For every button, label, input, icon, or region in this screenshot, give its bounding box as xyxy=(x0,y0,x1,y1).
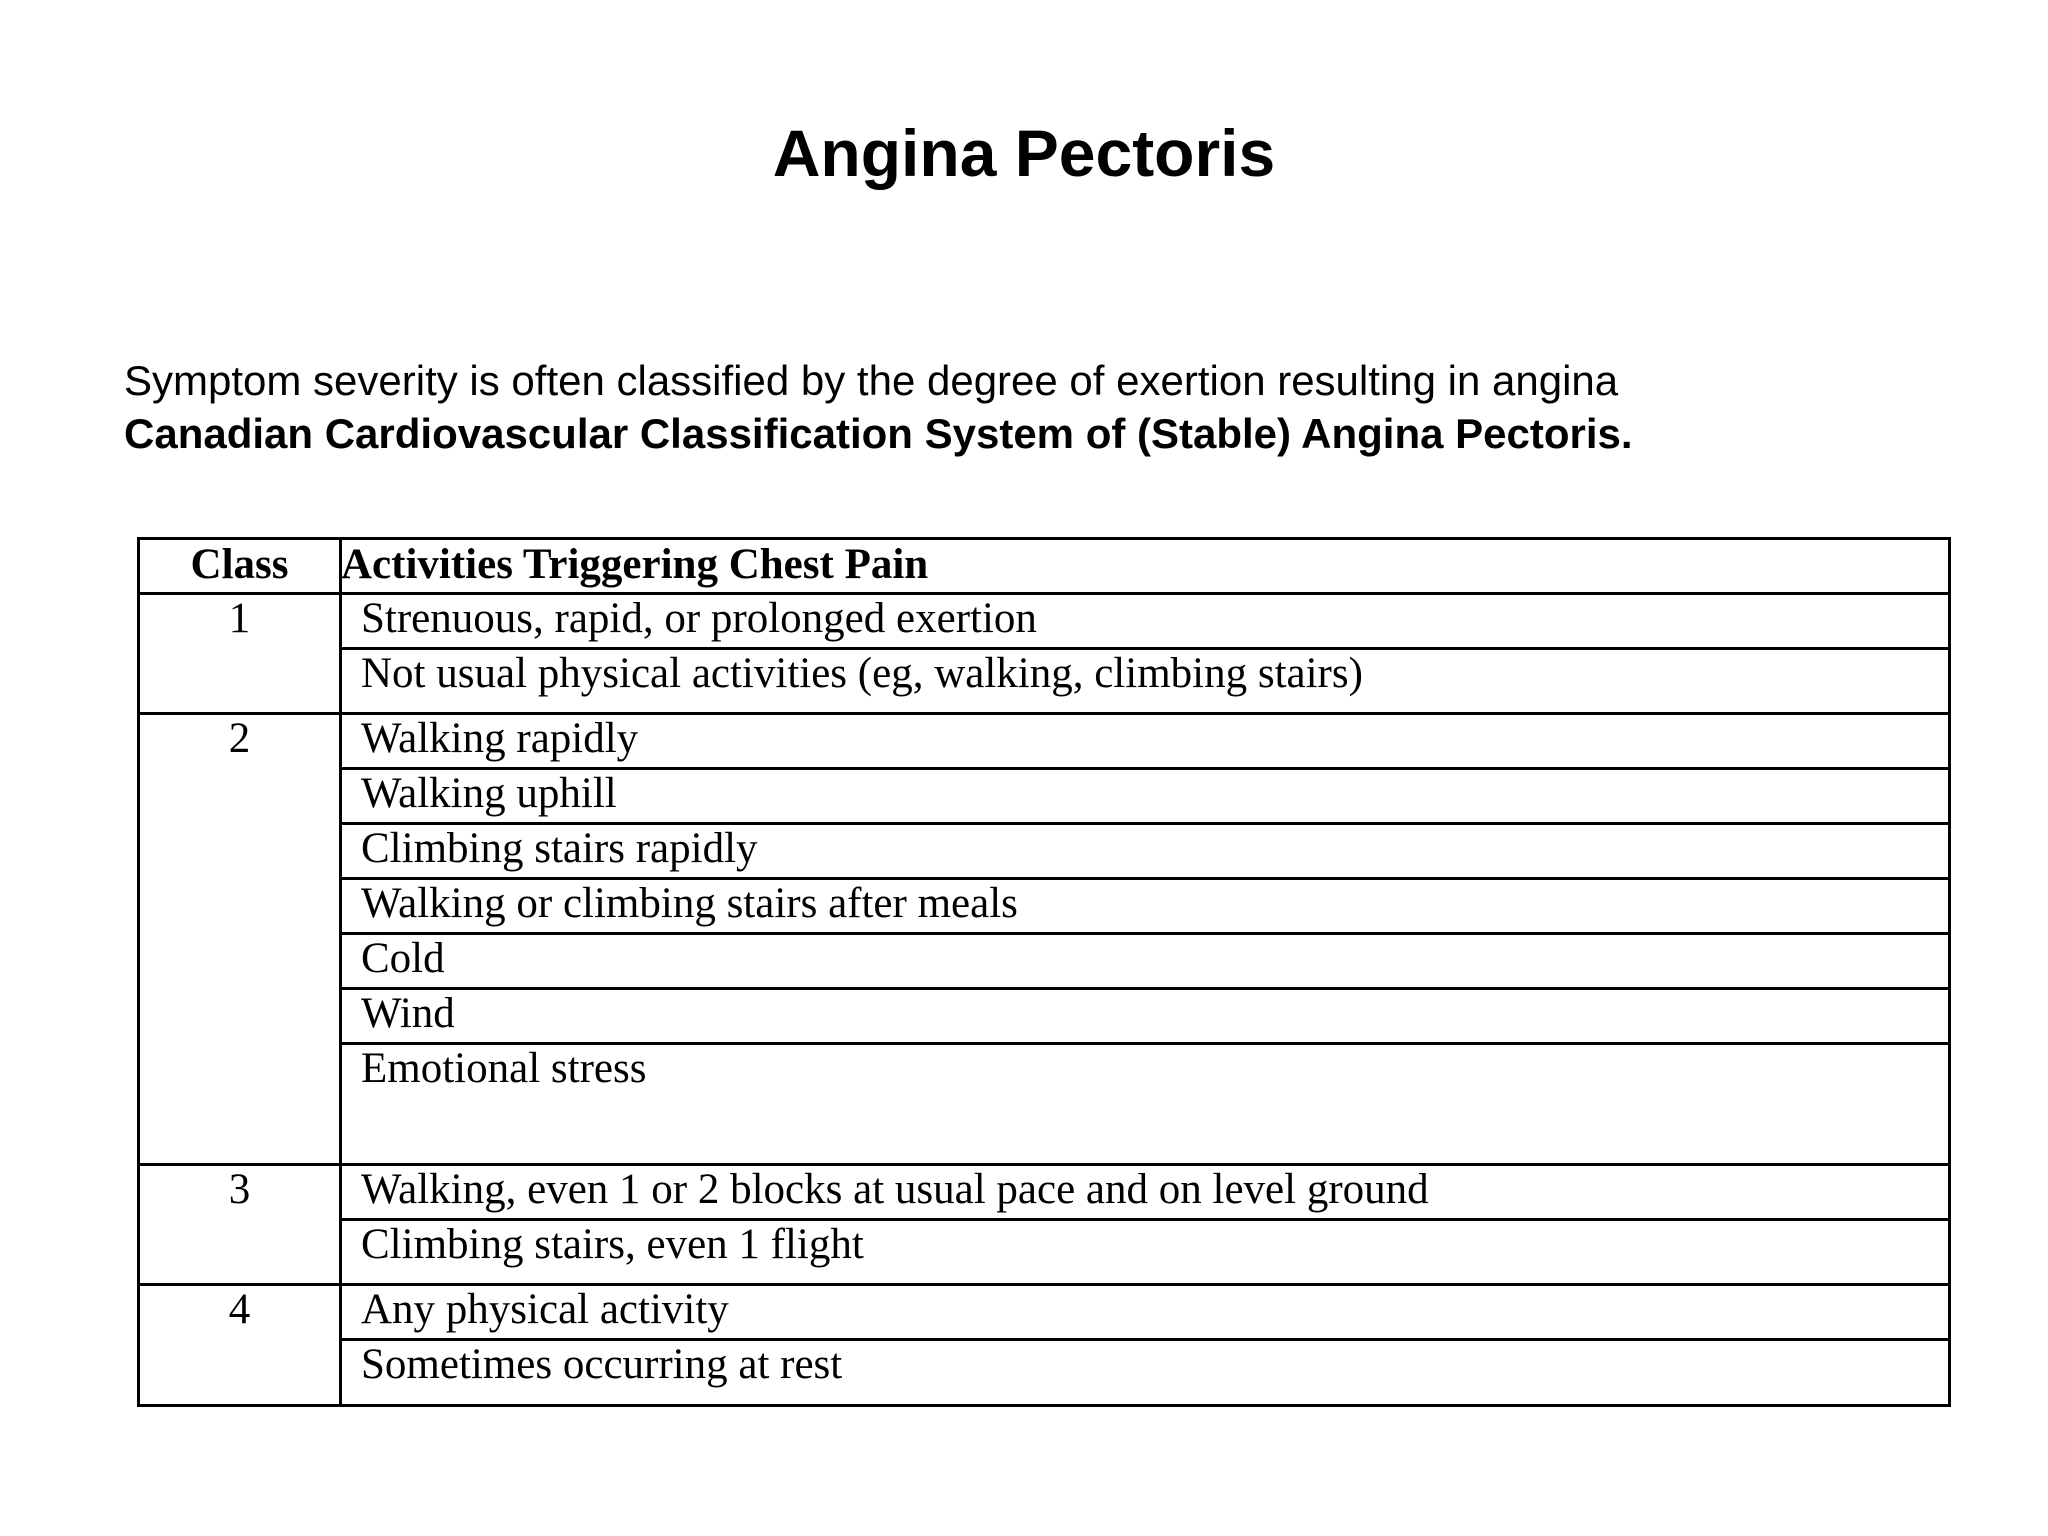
class-number: 1 xyxy=(228,595,251,642)
class-number: 2 xyxy=(228,715,251,762)
activity-cell: Strenuous, rapid, or prolonged exertion xyxy=(361,595,1037,642)
activity-cell: Any physical activity xyxy=(361,1286,729,1333)
class-number: 3 xyxy=(228,1166,251,1213)
header-class: Class xyxy=(190,541,289,588)
page-title: Angina Pectoris xyxy=(772,116,1276,190)
activity-cell: Wind xyxy=(361,990,455,1037)
class-number: 4 xyxy=(228,1286,251,1333)
activity-cell: Walking, even 1 or 2 blocks at usual pace and on level ground xyxy=(361,1166,1429,1213)
intro-line-1: Symptom severity is often classified by the degree of exertion resulting in angina xyxy=(124,357,1619,404)
activity-cell: Climbing stairs rapidly xyxy=(361,825,758,872)
classification-table xyxy=(137,537,1951,1407)
activity-cell: Not usual physical activities (eg, walking, climbing stairs) xyxy=(361,650,1363,697)
header-activities: Activities Triggering Chest Pain xyxy=(341,541,929,588)
activity-cell: Sometimes occurring at rest xyxy=(361,1341,843,1388)
intro-line-2: Canadian Cardiovascular Classification System of (Stable) Angina Pectoris. xyxy=(124,410,1633,457)
activity-cell: Emotional stress xyxy=(361,1045,647,1092)
activity-cell: Walking uphill xyxy=(361,770,617,817)
activity-cell: Walking rapidly xyxy=(361,715,639,762)
activity-cell: Cold xyxy=(361,935,445,982)
intro-text xyxy=(124,354,1633,460)
row-divider xyxy=(339,987,1948,990)
activity-cell: Walking or climbing stairs after meals xyxy=(361,880,1018,927)
activity-cell: Climbing stairs, even 1 flight xyxy=(361,1221,864,1268)
column-divider xyxy=(339,540,342,1404)
row-divider xyxy=(339,932,1948,935)
